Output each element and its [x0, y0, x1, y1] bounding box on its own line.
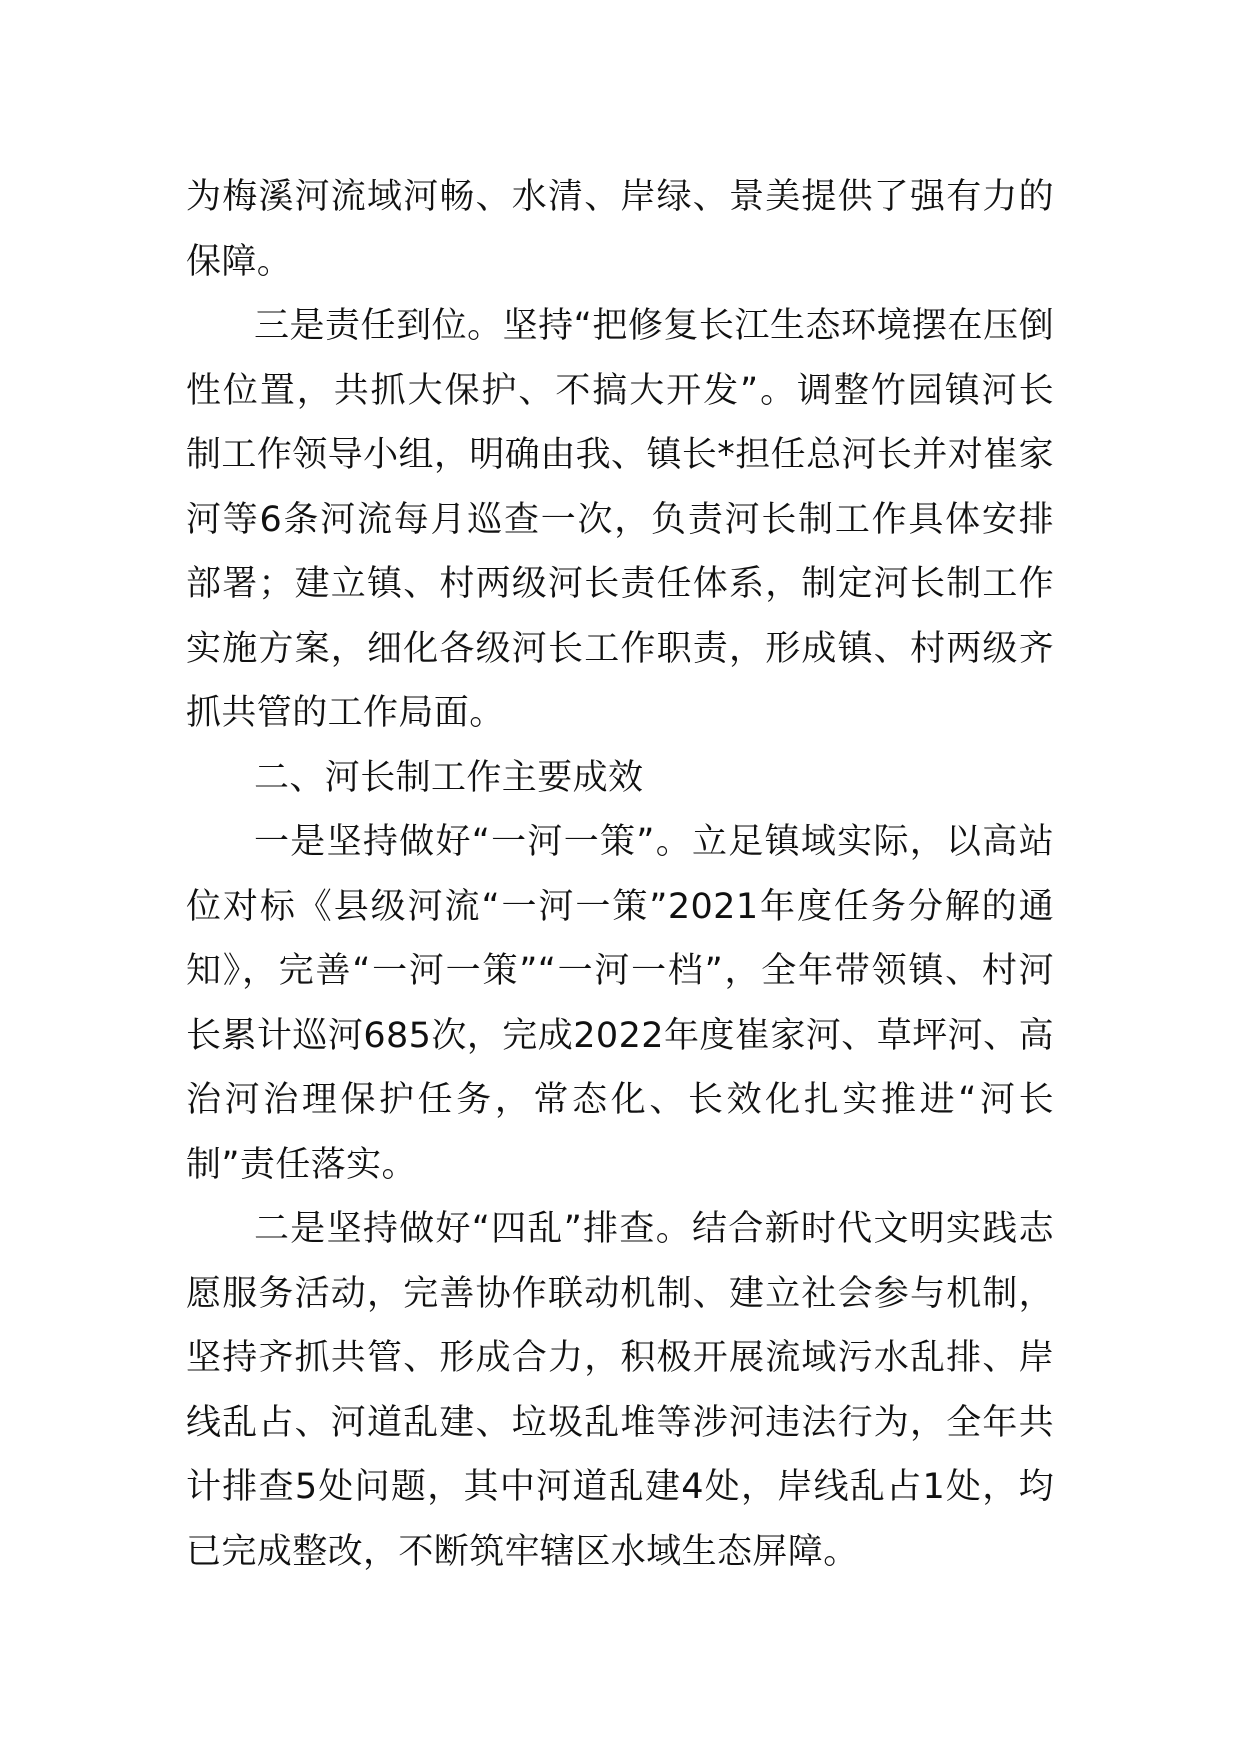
paragraph-continuation: 为梅溪河流域河畅、水清、岸绿、景美提供了强有力的保障。 — [186, 177, 1054, 282]
paragraph-responsibility: 三是责任到位。坚持“把修复长江生态环境摆在压倒性位置，共抓大保护、不搞大开发”。调整竹园镇河长制工作领导小组，明确由我、镇长*担任总河长并对崔家河等6条河流每月巡查一次，负责河长制工作具体安排部署；建立镇、村两级河长责任体系，制定河长制工作实施方案，细化各级河长工作职责，形成镇、村两级齐抓共管的工作局面。 — [186, 306, 1054, 733]
section-heading-results: 二、河长制工作主要成效 — [254, 757, 644, 798]
paragraph-four-chaos-inspection: 二是坚持做好“四乱”排查。结合新时代文明实践志愿服务活动，完善协作联动机制、建立社会参与机制，坚持齐抓共管、形成合力，积极开展流域污水乱排、岸线乱占、河道乱建、垃圾乱堆等涉河违法行为，全年共计排查5处问题，其中河道乱建4处，岸线乱占1处，均已完成整改，不断筑牢辖区水域生态屏障。 — [186, 1209, 1054, 1572]
document-body — [186, 165, 1054, 1584]
paragraph-one-river-one-policy: 一是坚持做好“一河一策”。立足镇域实际，以高站位对标《县级河流“一河一策”2021年度任务分解的通知》，完善“一河一策”“一河一档”，全年带领镇、村河长累计巡河685次，完成2022年度崔家河、草坪河、高治河治理保护任务，常态化、长效化扎实推进“河长制”责任落实。 — [186, 822, 1054, 1185]
